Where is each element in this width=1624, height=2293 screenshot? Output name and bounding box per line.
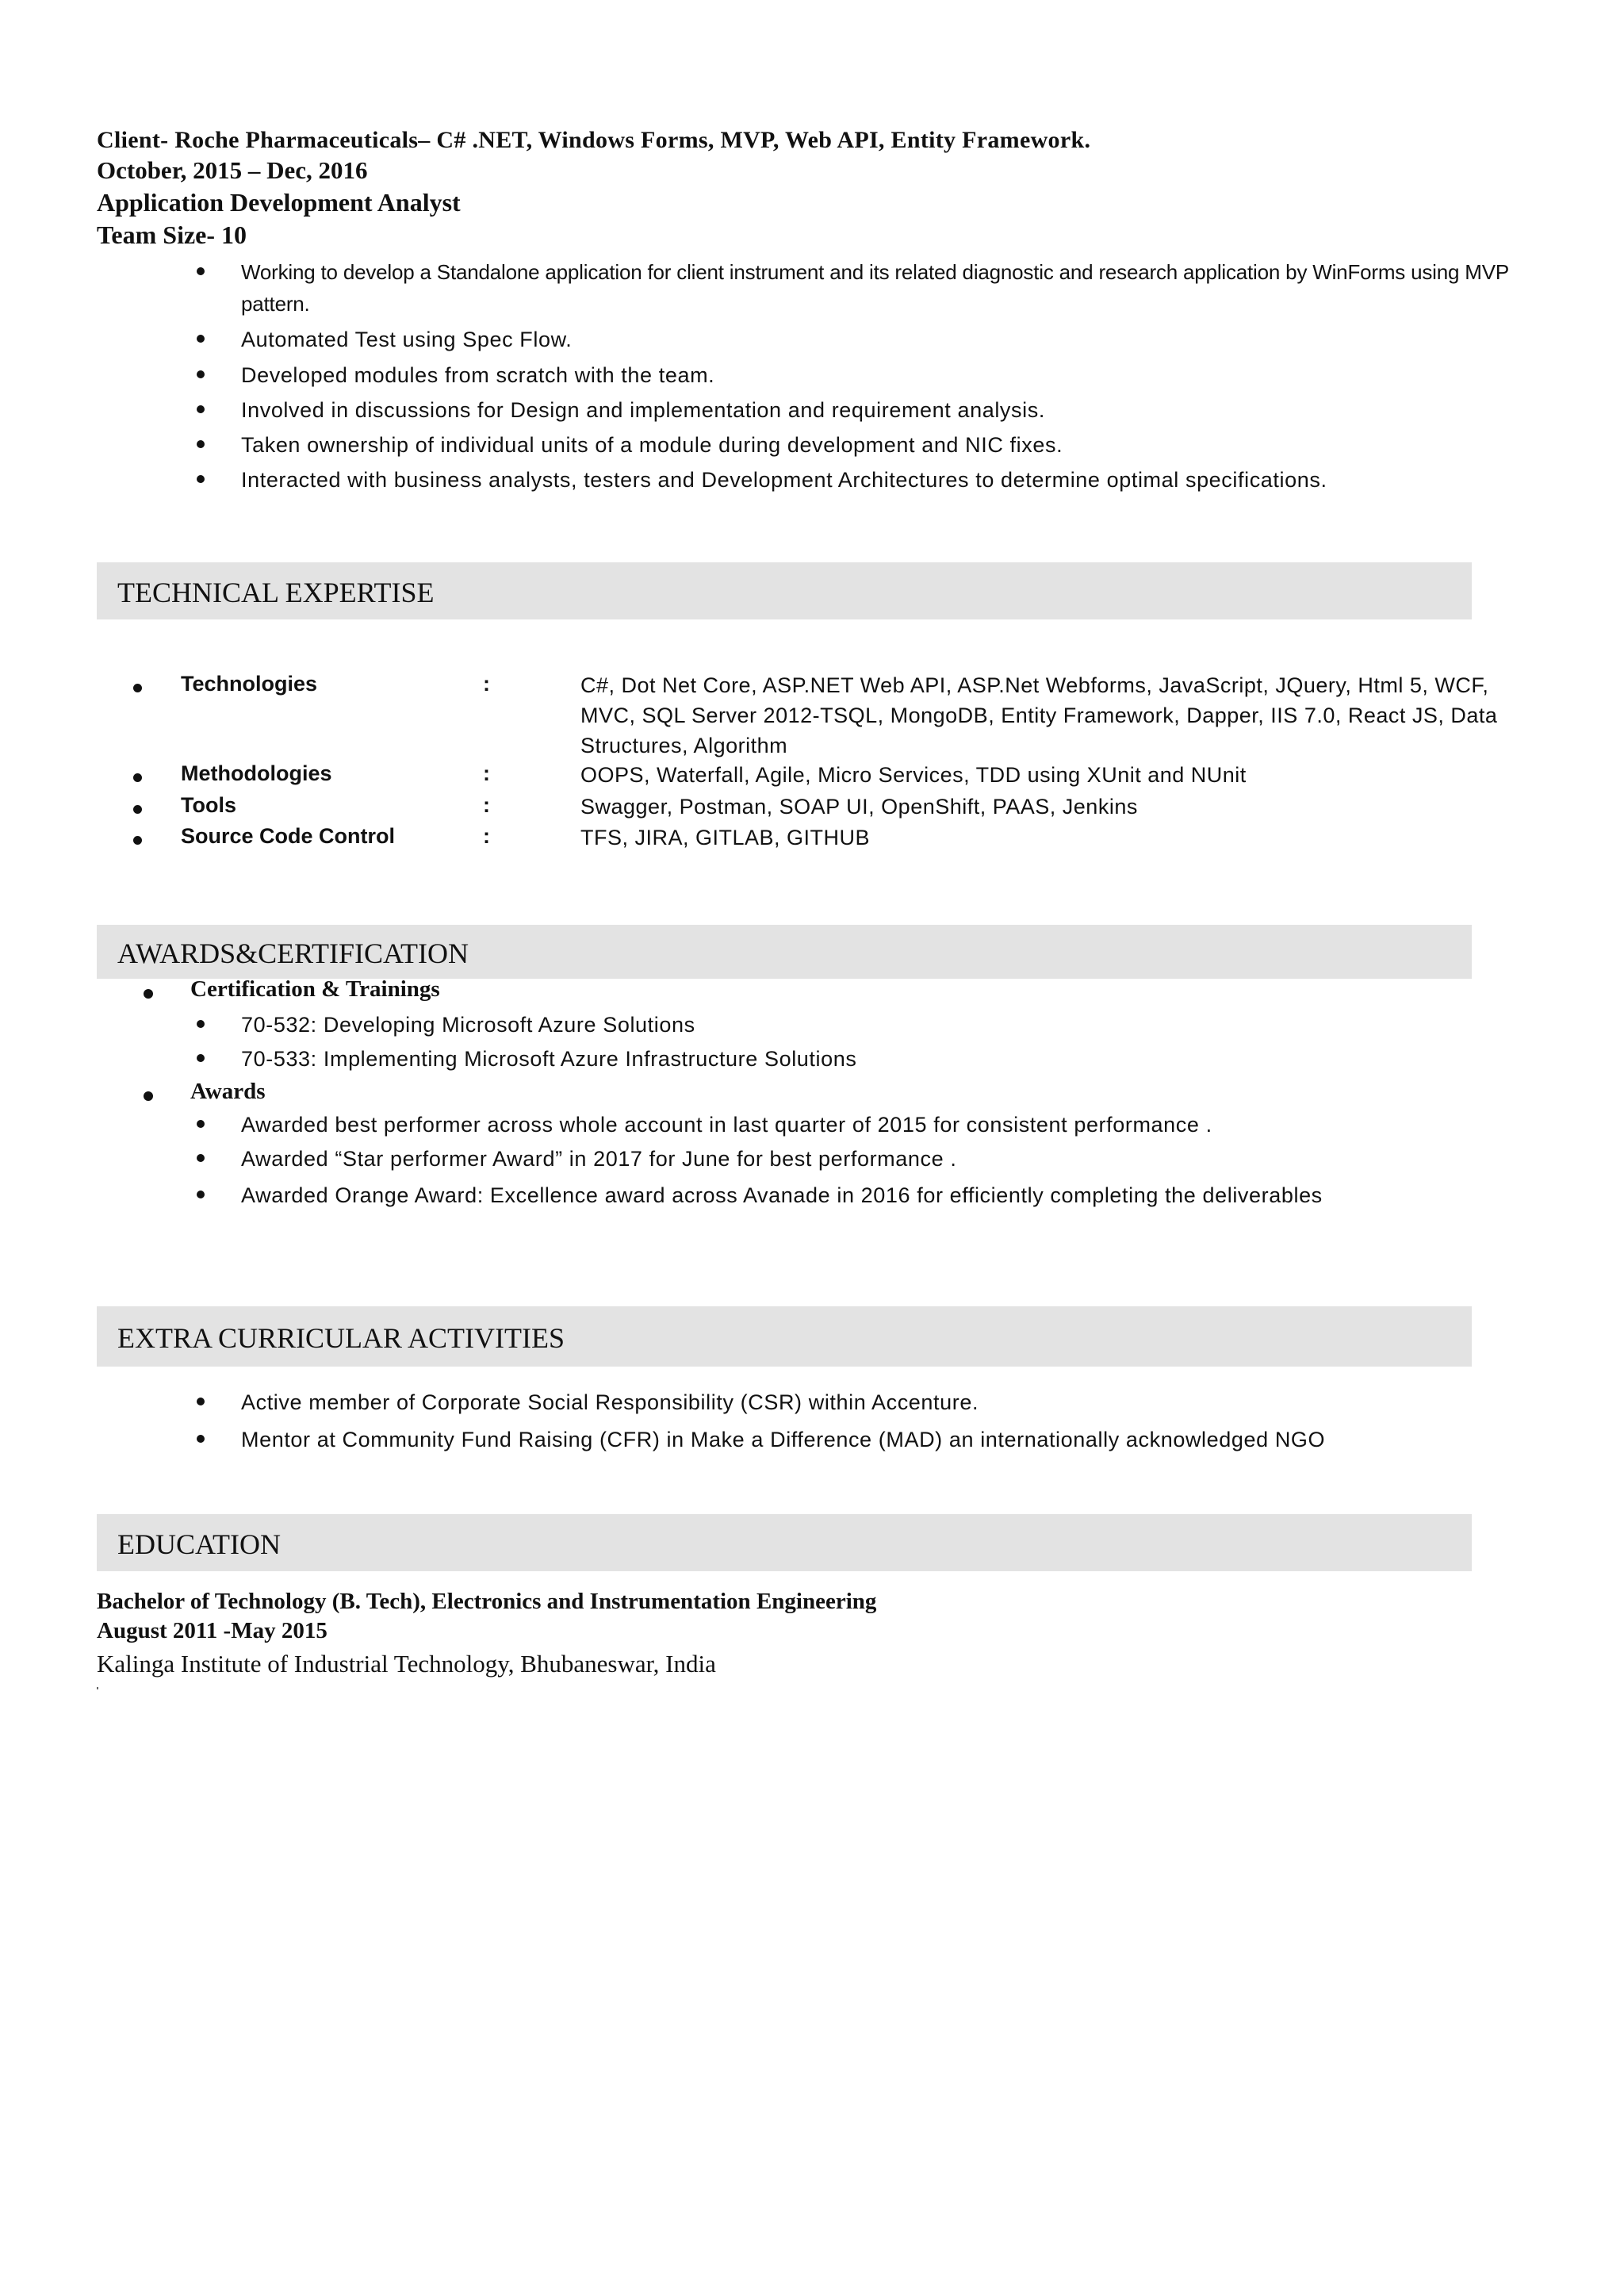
- expertise-label: Source Code Control: [181, 824, 396, 848]
- expertise-label: Methodologies: [181, 761, 332, 785]
- list-item: Awarded Orange Award: Excellence award across Avanade in 2016 for efficiently completing the deliverables: [241, 1179, 1542, 1211]
- bullet-icon: [133, 836, 142, 845]
- expertise-separator: :: [483, 793, 490, 817]
- bullet-icon: [133, 773, 142, 782]
- education-years: August 2011 -May 2015: [97, 1618, 327, 1643]
- list-item: Interacted with business analysts, testers and Development Architectures to determine optimal specifications.: [241, 464, 1542, 496]
- list-item: Working to develop a Standalone application for client instrument and its related diagnostic and research application by WinForms using MVP pattern.: [241, 256, 1542, 320]
- certifications-heading: Certification & Trainings: [190, 976, 440, 1002]
- section-header-extra-curricular: [97, 1306, 1472, 1367]
- expertise-label: Tools: [181, 793, 236, 817]
- project-dates: October, 2015 – Dec, 2016: [97, 156, 368, 184]
- list-item: 70-533: Implementing Microsoft Azure Infrastructure Solutions: [241, 1043, 1542, 1075]
- list-item: 70-532: Developing Microsoft Azure Solutions: [241, 1009, 1542, 1041]
- education-institute: Kalinga Institute of Industrial Technology, Bhubaneswar, India: [97, 1650, 716, 1678]
- awards-heading: Awards: [190, 1079, 266, 1104]
- list-item: Awarded “Star performer Award” in 2017 for June for best performance .: [241, 1143, 1542, 1175]
- bullet-icon: [144, 989, 153, 999]
- list-item: Awarded best performer across whole account in last quarter of 2015 for consistent performance .: [241, 1109, 1542, 1141]
- expertise-value: OOPS, Waterfall, Agile, Micro Services, TDD using XUnit and NUnit: [580, 763, 1247, 787]
- expertise-value: Swagger, Postman, SOAP UI, OpenShift, PAAS, Jenkins: [580, 795, 1138, 819]
- list-item: Automated Test using Spec Flow.: [241, 324, 1542, 355]
- education-degree: Bachelor of Technology (B. Tech), Electronics and Instrumentation Engineering: [97, 1589, 877, 1614]
- list-item: Mentor at Community Fund Raising (CFR) in Make a Difference (MAD) an internationally acknowledged NGO: [241, 1424, 1542, 1455]
- bullet-icon: [133, 684, 142, 692]
- expertise-separator: :: [483, 824, 490, 848]
- expertise-separator: :: [483, 672, 490, 696]
- section-header-technical-expertise: [97, 562, 1472, 619]
- section-header-education: [97, 1514, 1472, 1571]
- expertise-separator: :: [483, 761, 490, 785]
- expertise-label: Technologies: [181, 672, 318, 696]
- section-title: AWARDS&CERTIFICATION: [117, 938, 469, 969]
- stray-mark: [97, 1687, 98, 1689]
- project-team-size: Team Size- 10: [97, 220, 247, 249]
- list-item: Involved in discussions for Design and implementation and requirement analysis.: [241, 394, 1542, 426]
- bullet-icon: [144, 1091, 153, 1101]
- list-item: Taken ownership of individual units of a module during development and NIC fixes.: [241, 429, 1542, 461]
- section-title: TECHNICAL EXPERTISE: [117, 577, 435, 608]
- section-title: EDUCATION: [117, 1528, 281, 1560]
- expertise-value: C#, Dot Net Core, ASP.NET Web API, ASP.Net Webforms, JavaScript, JQuery, Html 5, WCF, MVC, SQL Server 2012-TSQL, MongoDB, Entity Framework, Dapper, IIS 7.0, React JS, Data Structures, Algorithm: [580, 673, 1498, 757]
- project-role: Application Development Analyst: [97, 188, 461, 217]
- project-client-line: Client- Roche Pharmaceuticals– C# .NET, Windows Forms, MVP, Web API, Entity Framework.: [97, 127, 1091, 153]
- bullet-icon: [133, 805, 142, 814]
- section-title: EXTRA CURRICULAR ACTIVITIES: [117, 1322, 565, 1354]
- section-header-awards-certification: [97, 925, 1472, 979]
- list-item: Active member of Corporate Social Responsibility (CSR) within Accenture.: [241, 1386, 1542, 1418]
- expertise-value: TFS, JIRA, GITLAB, GITHUB: [580, 826, 871, 849]
- list-item: Developed modules from scratch with the team.: [241, 359, 1542, 391]
